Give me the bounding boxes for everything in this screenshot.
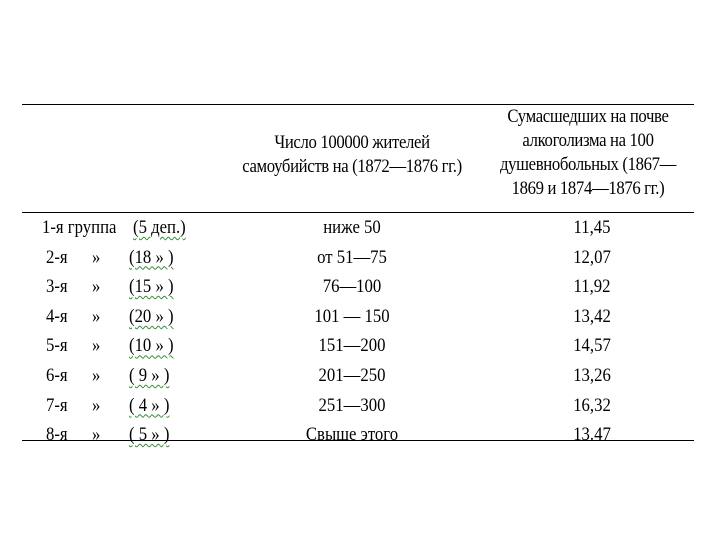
department-count: (10 » ) (129, 335, 174, 357)
suicide-rate-range: 151—200 (318, 335, 386, 357)
ditto-mark: » (92, 246, 101, 268)
suicide-rate-range: 251—300 (318, 394, 386, 416)
group-label: 8-я (46, 424, 68, 446)
suicide-rate-range: Свыше этого (305, 424, 399, 446)
suicide-rate-range: 76—100 (322, 276, 382, 298)
group-label: 6-я (46, 364, 68, 386)
insanity-percentage: 16,32 (573, 394, 611, 416)
department-count: (20 » ) (129, 305, 174, 327)
table-bottom-rule (22, 440, 694, 441)
ditto-mark: » (92, 364, 101, 386)
department-count: ( 4 » ) (129, 394, 170, 416)
table-row (22, 391, 694, 421)
insanity-percentage: 11,92 (573, 276, 611, 298)
insanity-percentage: 12,07 (573, 246, 611, 268)
department-count: ( 5 » ) (129, 424, 170, 446)
suicide-rate-range: 101 — 150 (314, 305, 390, 327)
group-label: 1-я группа (42, 217, 117, 238)
ditto-mark: » (92, 394, 101, 416)
ditto-mark: » (92, 424, 101, 446)
department-count: (5 деп.) (133, 217, 186, 238)
column-header-alcoholism-insanity: Сумасшедших на почве алкоголизма на 100 душевнобольных (1867—1869 и 1874—1876 гг.) (499, 106, 677, 199)
suicide-rate-range: ниже 50 (323, 217, 381, 238)
ditto-mark: » (92, 335, 101, 357)
table-row (22, 213, 694, 243)
suicide-rate-range: 201—250 (318, 364, 386, 386)
department-count: (18 » ) (129, 246, 174, 268)
table-body (22, 213, 694, 450)
table-row (22, 361, 694, 391)
insanity-percentage: 14,57 (573, 335, 611, 357)
insanity-percentage: 13,26 (573, 364, 611, 386)
department-count: (15 » ) (129, 276, 174, 298)
ditto-mark: » (92, 276, 101, 298)
statistics-table (22, 104, 694, 446)
insanity-percentage: 13.47 (573, 424, 611, 446)
group-label: 3-я (46, 276, 68, 298)
table-row (22, 331, 694, 361)
table-row (22, 302, 694, 332)
group-label: 5-я (46, 335, 68, 357)
ditto-mark: » (92, 305, 101, 327)
group-label: 2-я (46, 246, 68, 268)
department-count: ( 9 » ) (129, 364, 170, 386)
group-label: 4-я (46, 305, 68, 327)
table-row (22, 272, 694, 302)
insanity-percentage: 13,42 (573, 305, 611, 327)
column-header-suicide-rate: Число 100000 жителей самоубийств на (1872—1876 гг.) (242, 132, 462, 177)
group-label: 7-я (46, 394, 68, 416)
suicide-rate-range: от 51—75 (317, 246, 387, 268)
insanity-percentage: 11,45 (573, 217, 611, 238)
table-row (22, 420, 694, 450)
table-row (22, 243, 694, 273)
